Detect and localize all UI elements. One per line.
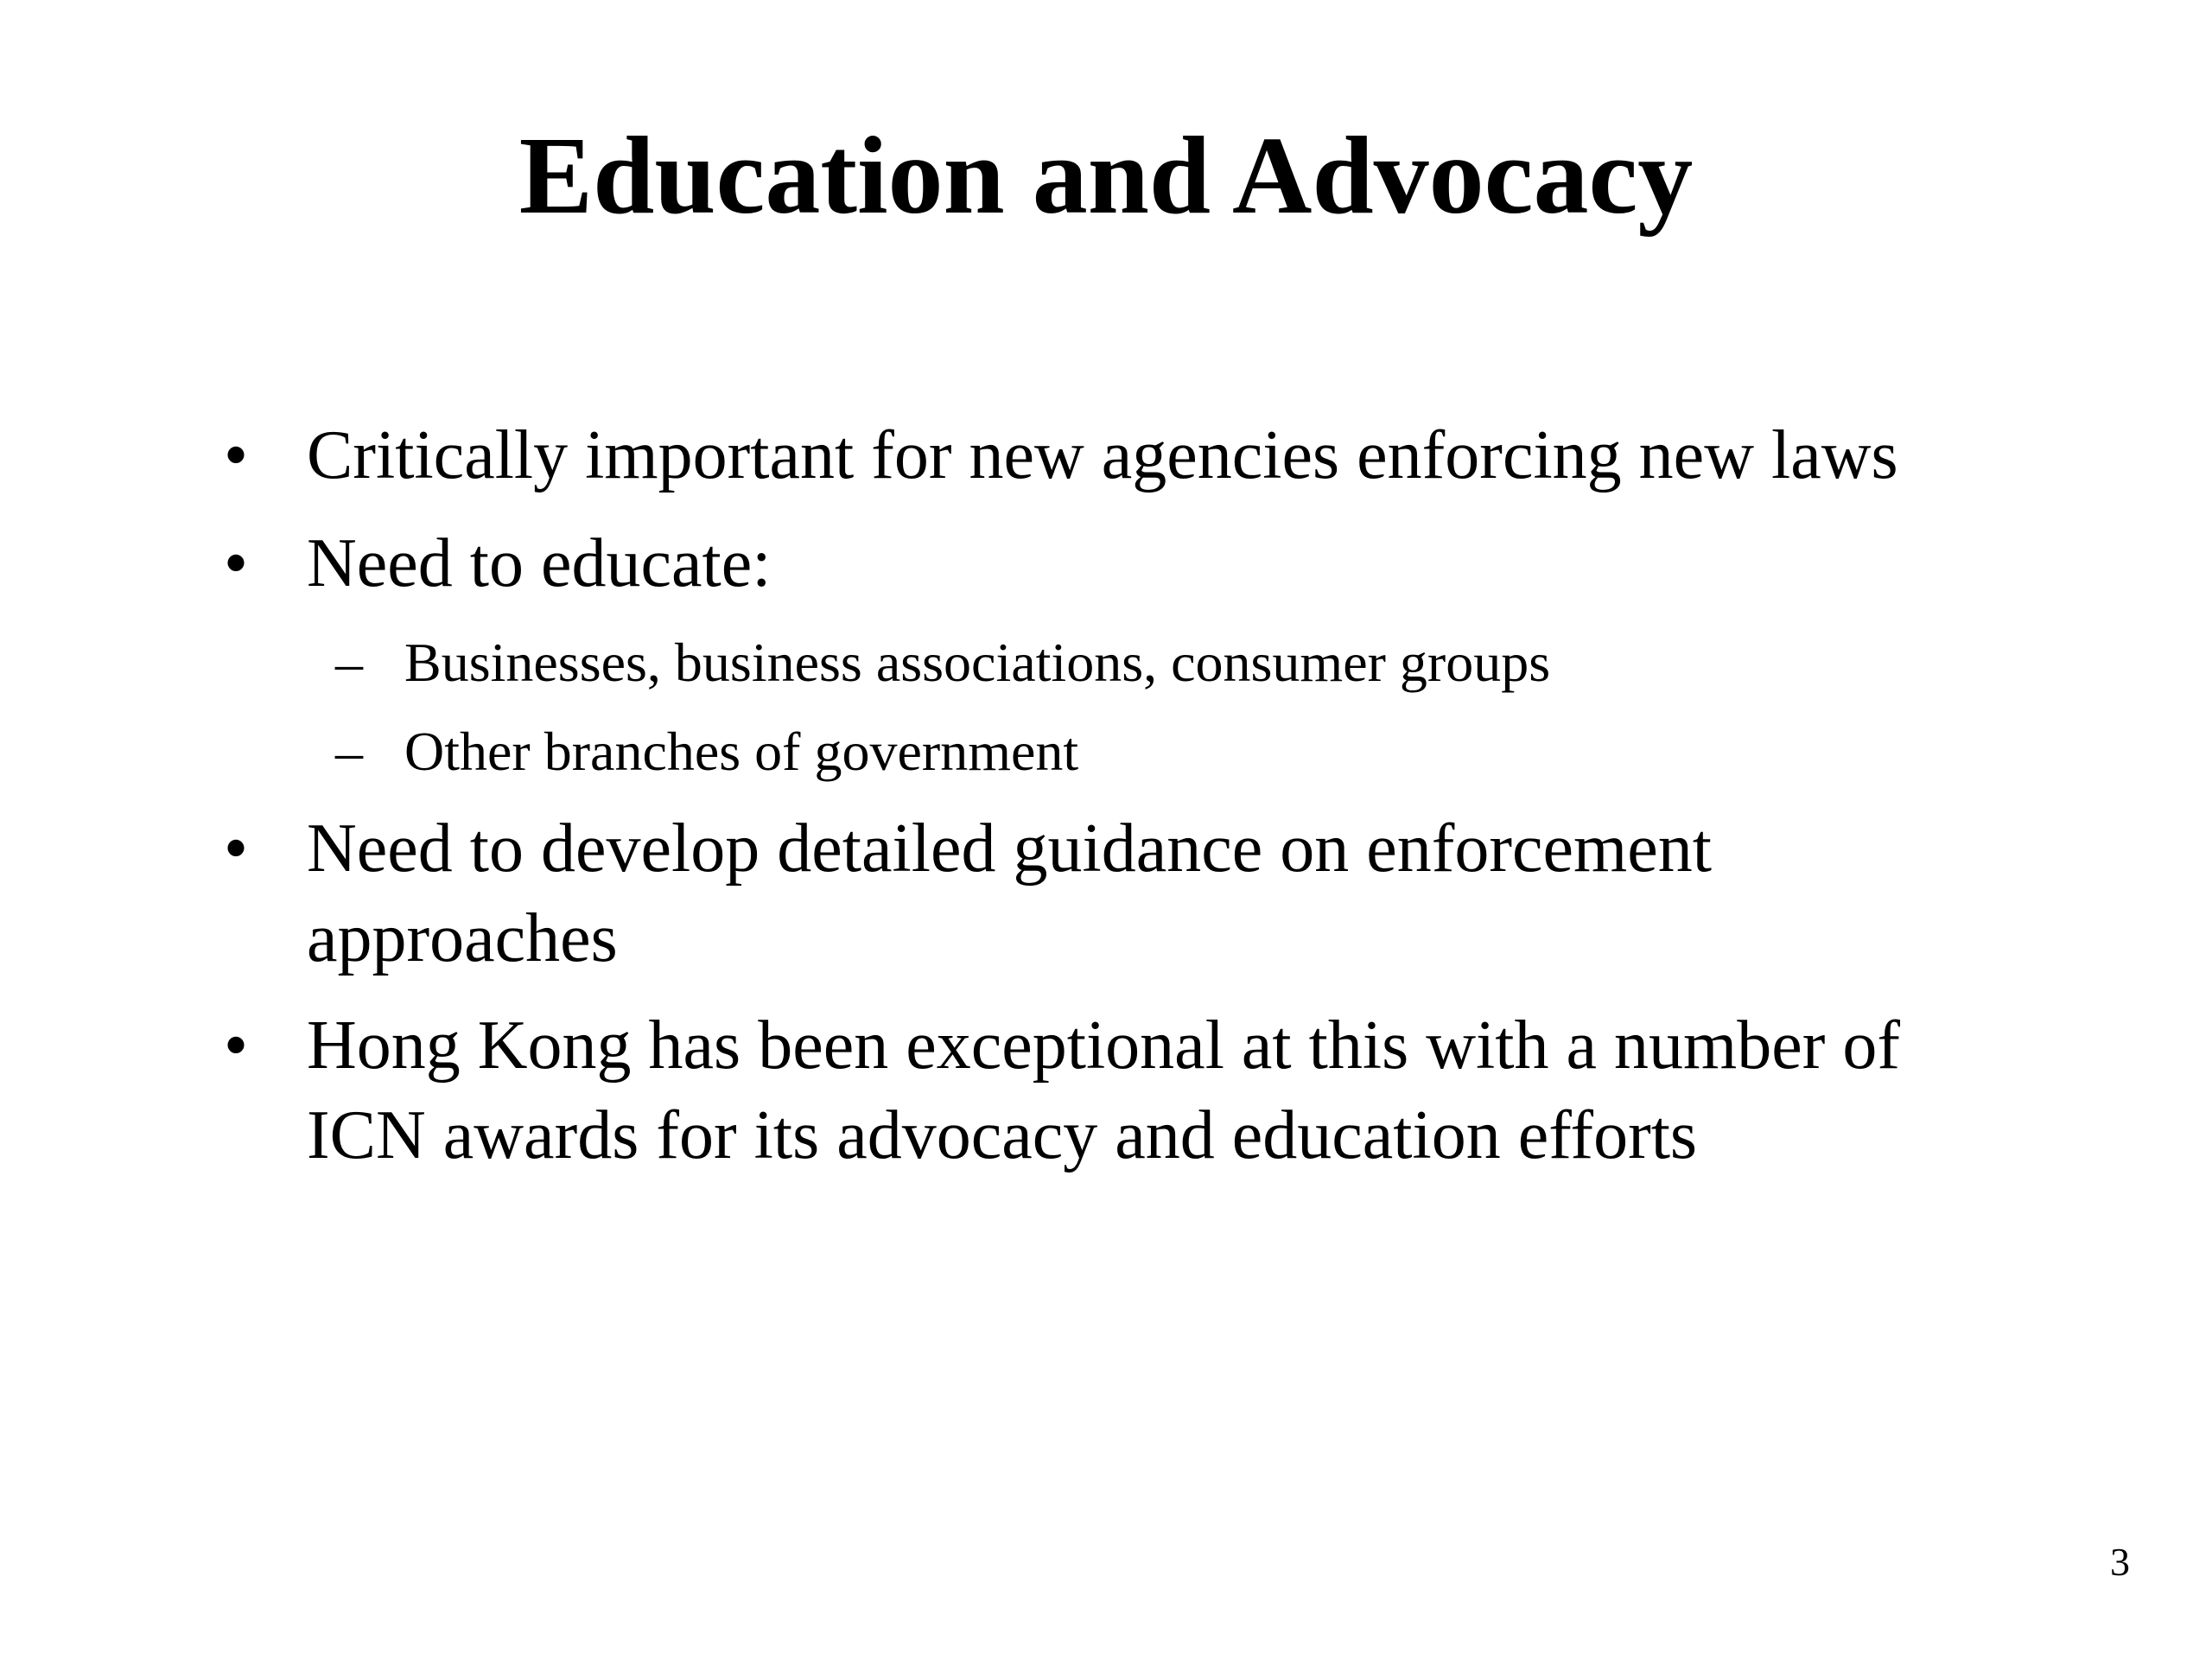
bullet-item (224, 804, 1712, 983)
bullet-text: Need to educate: (307, 525, 772, 601)
bullet-text-continuation: ICN awards for its advocacy and education efforts (307, 1097, 1698, 1173)
bullet-item (224, 1001, 1900, 1180)
slide-title: Education and Advocacy (518, 114, 1694, 237)
bullet-marker: • (224, 417, 249, 493)
sub-bullet-item (335, 626, 1551, 699)
bullet-text: Need to develop detailed guidance on enforcement (307, 810, 1712, 887)
sub-bullet-item (335, 715, 1079, 788)
sub-bullet-text: Businesses, business associations, consumer groups (404, 632, 1551, 693)
page-number: 3 (2110, 1540, 2130, 1584)
bullet-item (224, 410, 1898, 500)
bullet-text: Hong Kong has been exceptional at this with a number of (307, 1007, 1900, 1084)
sub-bullet-text: Other branches of government (404, 721, 1079, 782)
dash-marker: – (335, 721, 363, 782)
bullet-text-continuation: approaches (307, 900, 618, 976)
bullet-marker: • (224, 525, 249, 601)
bullet-item (224, 518, 772, 608)
bullet-text: Critically important for new agencies enforcing new laws (307, 417, 1898, 493)
bullet-marker: • (224, 810, 249, 887)
dash-marker: – (335, 632, 363, 693)
bullet-marker: • (224, 1007, 249, 1084)
